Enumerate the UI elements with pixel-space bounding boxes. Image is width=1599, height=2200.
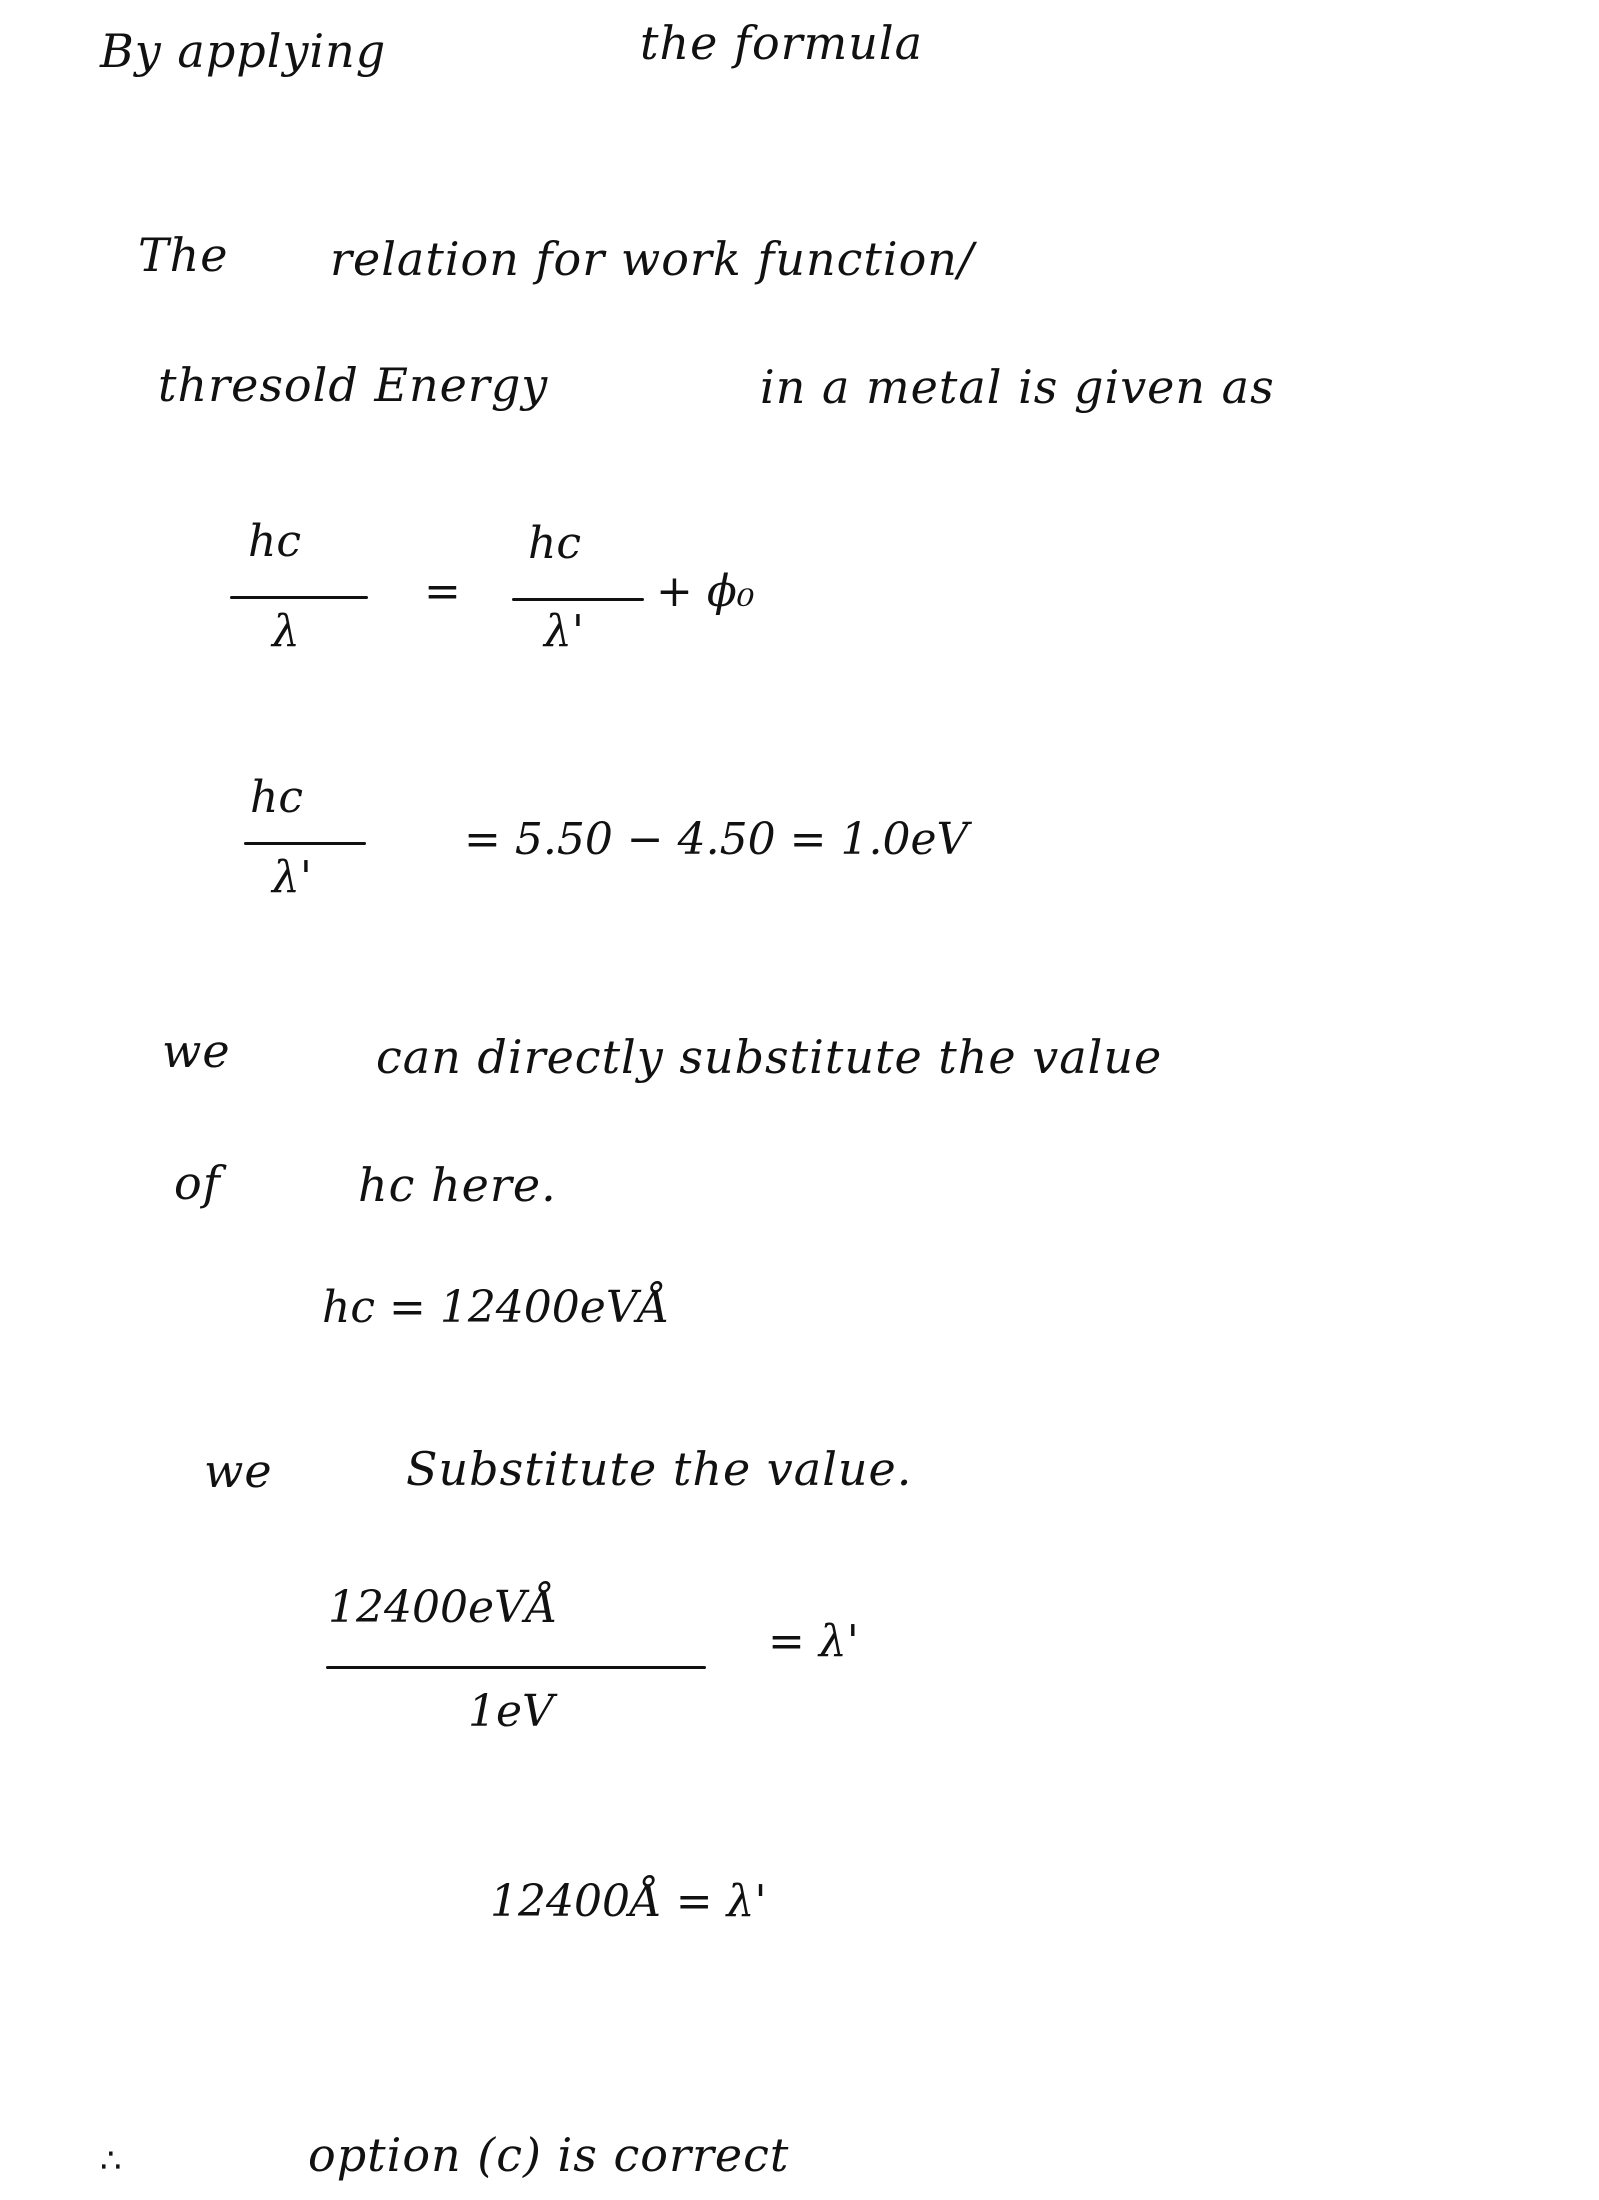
text-substitute-the-value: Substitute the value. (406, 1442, 913, 1496)
equation-5: 12400Å = λ' (490, 1876, 767, 1927)
equation-2-bar (244, 842, 366, 845)
text-thresold-energy: thresold Energy (158, 358, 549, 412)
text-by-applying: By applying (100, 24, 387, 78)
text-the: The (138, 228, 229, 282)
equation-2-denominator: λ' (272, 852, 312, 903)
text-hc-here: hc here. (358, 1158, 557, 1212)
equation-1-lhs-numerator: hc (248, 516, 301, 567)
text-relation: relation for work function/ (330, 232, 975, 286)
equation-4-denominator: 1eV (468, 1686, 554, 1737)
equation-4-rhs: = λ' (768, 1616, 859, 1667)
equation-1-lhs-denominator: λ (272, 606, 300, 657)
text-we-1: we (162, 1024, 231, 1078)
equation-1-equals: = (424, 566, 461, 617)
therefore-symbol: ∴ (100, 2141, 122, 2181)
equation-1-plus-phi: + ϕ₀ (656, 566, 755, 617)
text-option-c-is-correct: option (c) is correct (308, 2128, 790, 2182)
equation-4-numerator: 12400eVÅ (328, 1582, 558, 1633)
equation-3: hc = 12400eVÅ (322, 1282, 670, 1333)
equation-1-rhs-denominator: λ' (544, 606, 584, 657)
equation-1-rhs-bar (512, 598, 644, 601)
text-in-a-metal: in a metal is given as (760, 360, 1275, 414)
text-can-directly: can directly substitute the value (376, 1030, 1163, 1084)
text-the-formula: the formula (640, 16, 924, 70)
equation-2-numerator: hc (250, 772, 303, 823)
text-of: of (174, 1156, 221, 1210)
equation-1-rhs-numerator: hc (528, 518, 581, 569)
equation-1-lhs-bar (230, 596, 368, 599)
equation-4-bar (326, 1666, 706, 1669)
text-we-2: we (204, 1444, 273, 1498)
equation-2-rhs: = 5.50 − 4.50 = 1.0eV (464, 814, 969, 865)
